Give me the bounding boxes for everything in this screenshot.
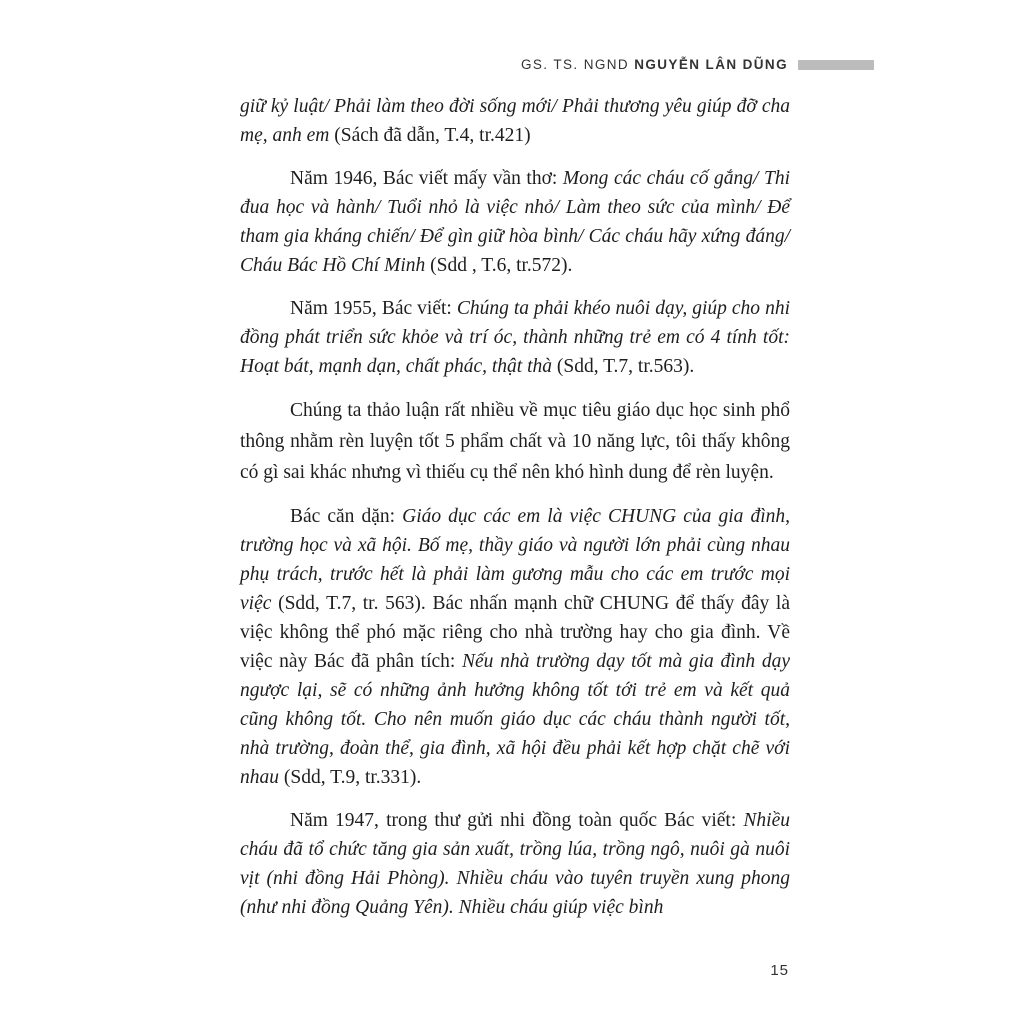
paragraph-3 xyxy=(240,294,790,381)
paragraph-2-italic-2: Mong các cháu cố gắng/ Thi đua học và hành/ Tuổi nhỏ là việc nhỏ/ Làm theo sức của mình/ Để tham gia kháng chiến/ Để gìn giữ hòa bình/ Các cháu hãy xứng đáng/ Cháu Bác Hồ Chí Minh xyxy=(240,168,790,276)
paragraph-5-italic-2: Giáo dục các em là việc CHUNG của gia đình, trường học và xã hội. Bố mẹ, thầy giáo và người lớn phải cùng nhau phụ trách, trước hết là phải làm gương mẫu cho các em trước mọi việc xyxy=(240,506,790,614)
paragraph-3-text-1: Năm 1955, Bác viết: xyxy=(290,298,457,319)
body-text xyxy=(240,92,790,936)
paragraph-6-text-1: Năm 1947, trong thư gửi nhi đồng toàn quốc Bác viết: xyxy=(290,810,744,831)
paragraph-5-text-5: (Sdd, T.9, tr.331). xyxy=(279,767,422,788)
paragraph-4-text-1: Chúng ta thảo luận rất nhiều về mục tiêu giáo dục học sinh phổ thông nhằm rèn luyện tốt 5 phẩm chất và 10 năng lực, tôi thấy không có gì sai khác nhưng vì thiếu cụ thể nên khó hình dung để rèn luyện. xyxy=(240,400,790,483)
paragraph-3-text-3: (Sdd, T.7, tr.563). xyxy=(551,356,695,377)
paragraph-1-italic-1: giữ kỷ luật/ Phải làm theo đời sống mới/ Phải thương yêu giúp đỡ cha mẹ, anh em xyxy=(240,96,790,146)
paragraph-2-text-1: Năm 1946, Bác viết mấy vần thơ: xyxy=(290,168,563,189)
paragraph-5 xyxy=(240,502,790,792)
header-author xyxy=(521,57,788,72)
paragraph-5-italic-4: Nếu nhà trường dạy tốt mà gia đình dạy ngược lại, sẽ có những ảnh hưởng không tốt tới trẻ em và kết quả cũng không tốt. Cho nên muốn giáo dục các cháu thành người tốt, nhà trường, đoàn thể, gia đình, xã hội đều phải kết hợp chặt chẽ với nhau xyxy=(240,651,790,788)
paragraph-6-italic-2: Nhiều cháu đã tổ chức tăng gia sản xuất, trồng lúa, trồng ngô, nuôi gà nuôi vịt (nhi đồng Hải Phòng). Nhiều cháu vào tuyên truyền xung phong (như nhi đồng Quảng Yên). Nhiều cháu giúp việc bình xyxy=(240,810,790,918)
paragraph-1 xyxy=(240,92,790,150)
header-author-name: NGUYỄN LÂN DŨNG xyxy=(634,57,788,72)
paragraph-3-italic-2: Chúng ta phải khéo nuôi dạy, giúp cho nhi đồng phát triển sức khỏe và trí óc, thành những trẻ em có 4 tính tốt: Hoạt bát, mạnh dạn, chất phác, thật thà xyxy=(240,298,790,377)
page-number: 15 xyxy=(770,962,789,979)
running-header xyxy=(0,55,1024,79)
paragraph-1-text-2: (Sách đã dẫn, T.4, tr.421) xyxy=(329,125,531,146)
paragraph-4 xyxy=(240,395,790,488)
paragraph-2 xyxy=(240,164,790,280)
paragraph-2-text-3: (Sdd , T.6, tr.572). xyxy=(425,255,573,276)
header-author-prefix: GS. TS. NGND xyxy=(521,57,630,72)
paragraph-5-text-1: Bác căn dặn: xyxy=(290,506,403,527)
header-decorative-bar xyxy=(798,60,874,70)
paragraph-5-text-3: (Sdd, T.7, tr. 563). Bác nhấn mạnh chữ CHUNG để thấy đây là việc không thể phó mặc riêng cho nhà trường hay cho gia đình. Về việc này Bác đã phân tích: xyxy=(240,593,790,672)
paragraph-6 xyxy=(240,806,790,922)
